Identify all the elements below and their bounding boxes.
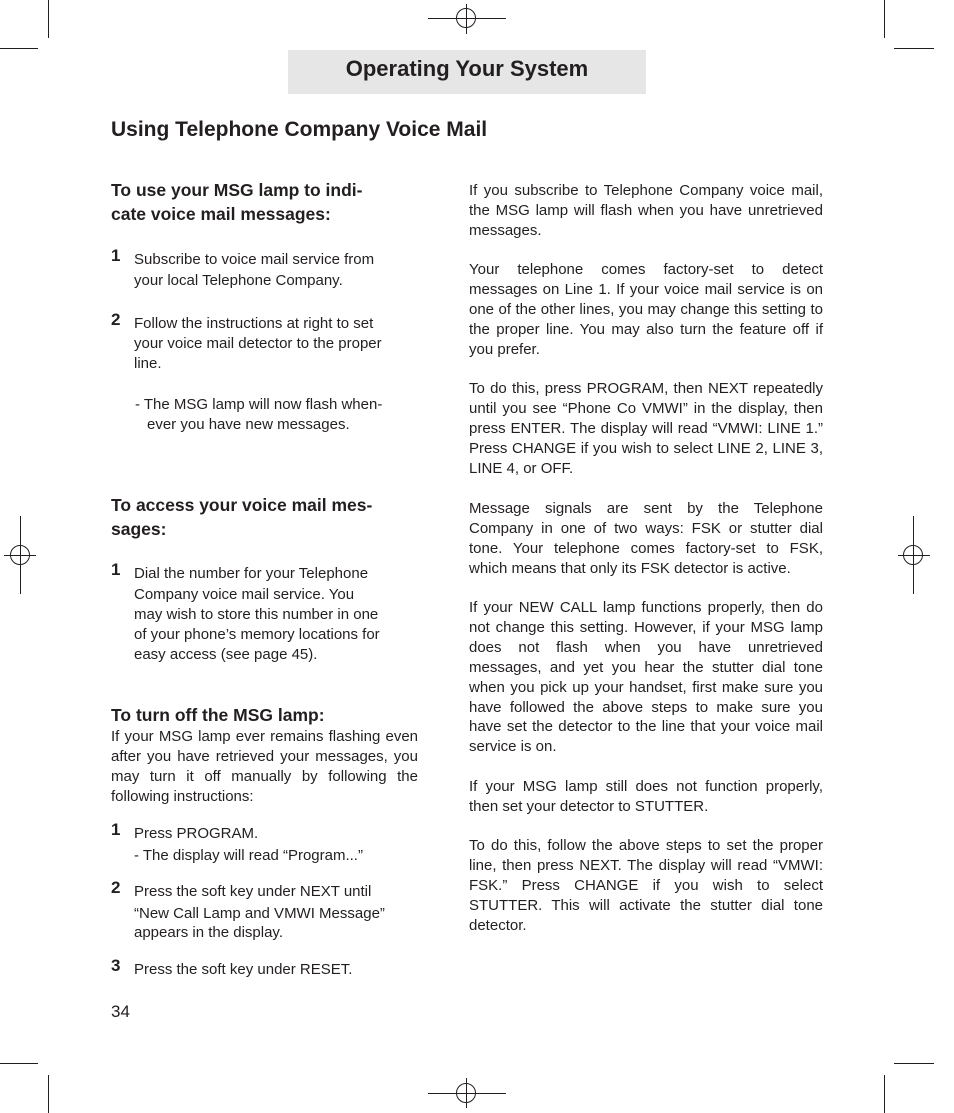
crop-mark-bottom-right-v [884, 1075, 885, 1113]
step-note: ever you have new messages. [147, 416, 350, 433]
paragraph: If your MSG lamp still does not function properly, then set your detector to STUTTER. [469, 778, 823, 815]
step-number: 1 [111, 820, 121, 839]
crop-mark-bottom-left-h [0, 1063, 38, 1064]
step-text: your local Telephone Company. [134, 272, 343, 289]
step-text: “New Call Lamp and VMWI Message” [134, 905, 385, 922]
paragraph: If your MSG lamp ever remains flashing even after you have retrieved your messages, you may turn it off manually by following the following instructions: [111, 728, 418, 805]
crop-mark-top-right-h [894, 48, 934, 49]
step-text: Dial the number for your Telephone [134, 565, 369, 582]
crop-mark-bottom-left-v [48, 1075, 49, 1113]
step-number: 1 [111, 246, 121, 265]
paragraph: To do this, follow the above steps to set the proper line, then press NEXT. The display will read “VMWI: FSK.” Press CHANGE if you wish to select STUTTER. This will activate the stutter dial tone detector. [469, 837, 823, 934]
heading-line: cate voice mail messages: [111, 204, 331, 224]
page-number: 34 [111, 1002, 130, 1021]
step-text: Press PROGRAM. [134, 825, 259, 842]
step-text: may wish to store this number in one [134, 606, 379, 623]
step-number: 2 [111, 878, 121, 897]
step-note: - The display will read “Program...” [134, 847, 363, 864]
paragraph: If you subscribe to Telephone Company voice mail, the MSG lamp will flash when you have unretrieved messages. [469, 182, 823, 239]
step-text: Press the soft key under NEXT until [134, 883, 372, 900]
section-heading-access-voice-mail [111, 493, 372, 541]
crop-mark-top-left-v [48, 0, 49, 38]
paragraph: Message signals are sent by the Telephone Company in one of two ways: FSK or stutter dial tone. Your telephone comes factory-set to FSK, which means that only its FSK detector is active. [469, 500, 823, 577]
heading-line: To use your MSG lamp to indi- [111, 180, 363, 200]
step-text: appears in the display. [134, 924, 283, 941]
paragraph: Your telephone comes factory-set to detect messages on Line 1. If your voice mail service is on one of the other lines, you may change this setting to the proper line. You may also turn the feature off if you prefer. [469, 261, 823, 358]
step-text: of your phone’s memory locations for [134, 626, 380, 643]
step-text: Follow the instructions at right to set [134, 315, 374, 332]
step-text: Press the soft key under RESET. [134, 961, 353, 978]
paragraph: To do this, press PROGRAM, then NEXT repeatedly until you see “Phone Co VMWI” in the display, then press ENTER. The display will read “VMWI: LINE 1.” Press CHANGE if you wish to select LINE 2, LINE 3, LINE 4, or OFF. [469, 380, 823, 477]
step-text: Company voice mail service. You [134, 586, 355, 603]
step-number: 2 [111, 310, 121, 329]
step-text: line. [134, 355, 162, 372]
step-note: - The MSG lamp will now flash when- [135, 396, 383, 413]
heading-line: To access your voice mail mes- [111, 495, 373, 515]
step-text: Subscribe to voice mail service from [134, 251, 375, 268]
crop-mark-top-right-v [884, 0, 885, 38]
step-number: 3 [111, 956, 121, 975]
heading-line: sages: [111, 519, 167, 539]
page-heading: Using Telephone Company Voice Mail [111, 118, 488, 141]
step-text: your voice mail detector to the proper [134, 335, 382, 352]
step-text: easy access (see page 45). [134, 646, 318, 663]
crop-mark-top-left-h [0, 48, 38, 49]
crop-mark-bottom-right-h [894, 1063, 934, 1064]
step-number: 1 [111, 560, 121, 579]
paragraph: If your NEW CALL lamp functions properly, then do not change this setting. However, if your MSG lamp does not flash when you have unretrieved messages, and yet you hear the stutter dial tone when you pick up your handset, first make sure you have followed the above steps to make sure you have set the detector to the line that your voice mail service is on. [469, 599, 823, 756]
section-title: Operating Your System [345, 56, 589, 81]
section-heading-turn-off-msg-lamp: To turn off the MSG lamp: [111, 705, 325, 725]
section-header-band [288, 50, 646, 94]
section-heading-use-msg-lamp [111, 178, 363, 226]
